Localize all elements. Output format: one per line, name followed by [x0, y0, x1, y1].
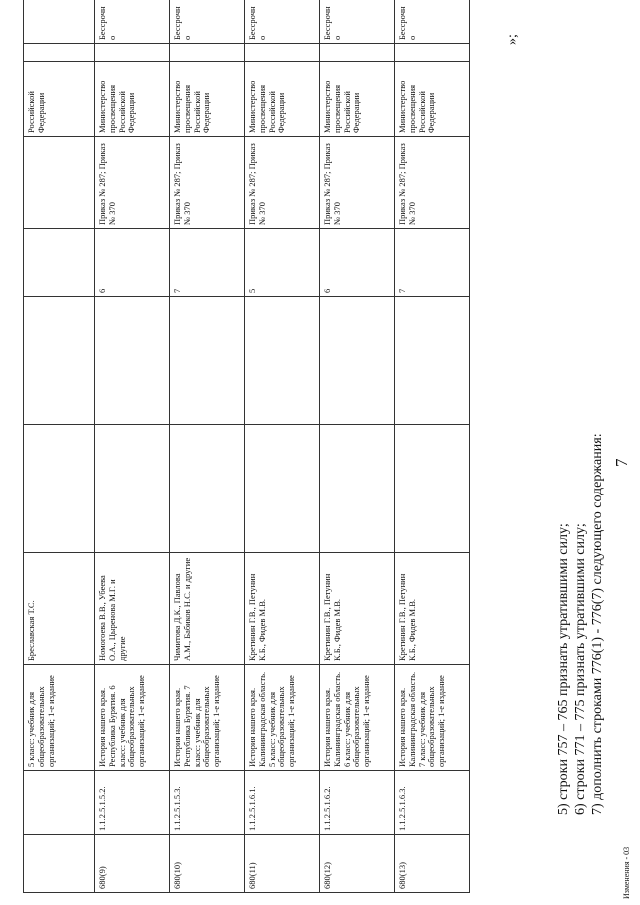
publisher-cell: Министерство просвещения Российской Федерации	[320, 62, 395, 137]
closing-quote: »;	[505, 34, 520, 45]
empty-cell	[24, 297, 95, 425]
table-row	[395, 0, 470, 893]
amendment-line: 5) строки 757 – 765 признать утратившими силу;	[556, 523, 571, 815]
order-cell: Приказ № 287; Приказ № 370	[320, 137, 395, 229]
row-id-cell: 680(10)	[170, 835, 245, 893]
authors-cell: Чимитова Д.К., Павлова А.М., Бабиков Н.С. и другие	[170, 553, 245, 665]
authors-cell: Кретинин Г.В., Петунин К.Б., Фидев М.В.	[320, 553, 395, 665]
publisher-cell: Министерство просвещения Российской Федерации	[95, 62, 170, 137]
term-cell: Бессрочно	[320, 0, 395, 44]
empty-cell	[95, 425, 170, 553]
table-row	[170, 0, 245, 893]
row-id-cell: 680(9)	[95, 835, 170, 893]
order-cell: Приказ № 287; Приказ № 370	[95, 137, 170, 229]
amendment-lines	[555, 433, 606, 815]
publisher-cell: Российской Федерации	[24, 62, 95, 137]
code-cell: 1.1.2.5.1.6.2.	[320, 771, 395, 835]
empty-cell	[395, 297, 470, 425]
empty-cell	[170, 425, 245, 553]
term-cell: Бессрочно	[95, 0, 170, 44]
title-cell: История нашего края. Республика Бурятия. 6 класс: учебник для общеобразовательных организаций; 1-е издание	[95, 665, 170, 771]
grade-cell: 5	[245, 229, 320, 297]
term-cell: Бессрочно	[170, 0, 245, 44]
row-id-cell: 680(11)	[245, 835, 320, 893]
grade-cell	[24, 229, 95, 297]
textbook-table	[23, 0, 470, 893]
grade-cell: 6	[320, 229, 395, 297]
order-cell: Приказ № 287; Приказ № 370	[245, 137, 320, 229]
grade-cell: 7	[395, 229, 470, 297]
table-row	[95, 0, 170, 893]
table-row	[245, 0, 320, 893]
empty-cell	[395, 44, 470, 62]
authors-cell: Бреславская Т.С.	[24, 553, 95, 665]
authors-cell: Номогоева В.В., Убеева О.А., Цыренова М.Г. и другие	[95, 553, 170, 665]
title-cell: 5 класс: учебник для общеобразовательных организаций; 1-е издание	[24, 665, 95, 771]
empty-cell	[320, 297, 395, 425]
empty-cell	[170, 44, 245, 62]
publisher-cell: Министерство просвещения Российской Федерации	[170, 62, 245, 137]
row-id-cell: 680(13)	[395, 835, 470, 893]
empty-cell	[95, 44, 170, 62]
row-id-cell: 680(12)	[320, 835, 395, 893]
term-cell: Бессрочно	[245, 0, 320, 44]
code-cell: 1.1.2.5.1.6.1.	[245, 771, 320, 835]
publisher-cell: Министерство просвещения Российской Федерации	[395, 62, 470, 137]
page-number: 7	[612, 458, 631, 467]
empty-cell	[24, 425, 95, 553]
empty-cell	[170, 297, 245, 425]
publisher-cell: Министерство просвещения Российской Федерации	[245, 62, 320, 137]
footer-note: Изменения - 03	[622, 846, 631, 899]
authors-cell: Кретинин Г.В., Петунин К.Б., Фидев М.В.	[395, 553, 470, 665]
order-cell: Приказ № 287; Приказ № 370	[395, 137, 470, 229]
code-cell: 1.1.2.5.1.5.3.	[170, 771, 245, 835]
code-cell: 1.1.2.5.1.5.2.	[95, 771, 170, 835]
code-cell	[24, 771, 95, 835]
amendment-line: 6) строки 771 – 775 признать утратившими силу;	[573, 523, 588, 815]
order-cell: Приказ № 287; Приказ № 370	[170, 137, 245, 229]
title-cell: История нашего края. Калининградская область. 7 класс: учебник для общеобразовательных организаций; 1-е издание	[395, 665, 470, 771]
title-cell: История нашего края. Калининградская область. 5 класс: учебник для общеобразовательных организаций; 1-е издание	[245, 665, 320, 771]
order-cell	[24, 137, 95, 229]
empty-cell	[95, 297, 170, 425]
authors-cell: Кретинин Г.В., Петунин К.Б., Фидев М.В.	[245, 553, 320, 665]
row-id-cell	[24, 835, 95, 893]
grade-cell: 7	[170, 229, 245, 297]
empty-cell	[245, 297, 320, 425]
title-cell: История нашего края. Республика Бурятия. 7 класс: учебник для общеобразовательных организаций; 1-е издание	[170, 665, 245, 771]
term-cell	[24, 0, 95, 44]
empty-cell	[24, 44, 95, 62]
empty-cell	[320, 44, 395, 62]
grade-cell: 6	[95, 229, 170, 297]
table-row	[24, 0, 95, 893]
empty-cell	[395, 425, 470, 553]
amendment-line: 7) дополнить строками 776(1) - 776(7) следующего содержания:	[590, 433, 605, 815]
empty-cell	[245, 425, 320, 553]
title-cell: История нашего края. Калининградская область. 6 класс: учебник для общеобразовательных организаций; 1-е издание	[320, 665, 395, 771]
table-body	[24, 0, 470, 893]
term-cell: Бессрочно	[395, 0, 470, 44]
empty-cell	[320, 425, 395, 553]
empty-cell	[245, 44, 320, 62]
table-row	[320, 0, 395, 893]
code-cell: 1.1.2.5.1.6.3.	[395, 771, 470, 835]
